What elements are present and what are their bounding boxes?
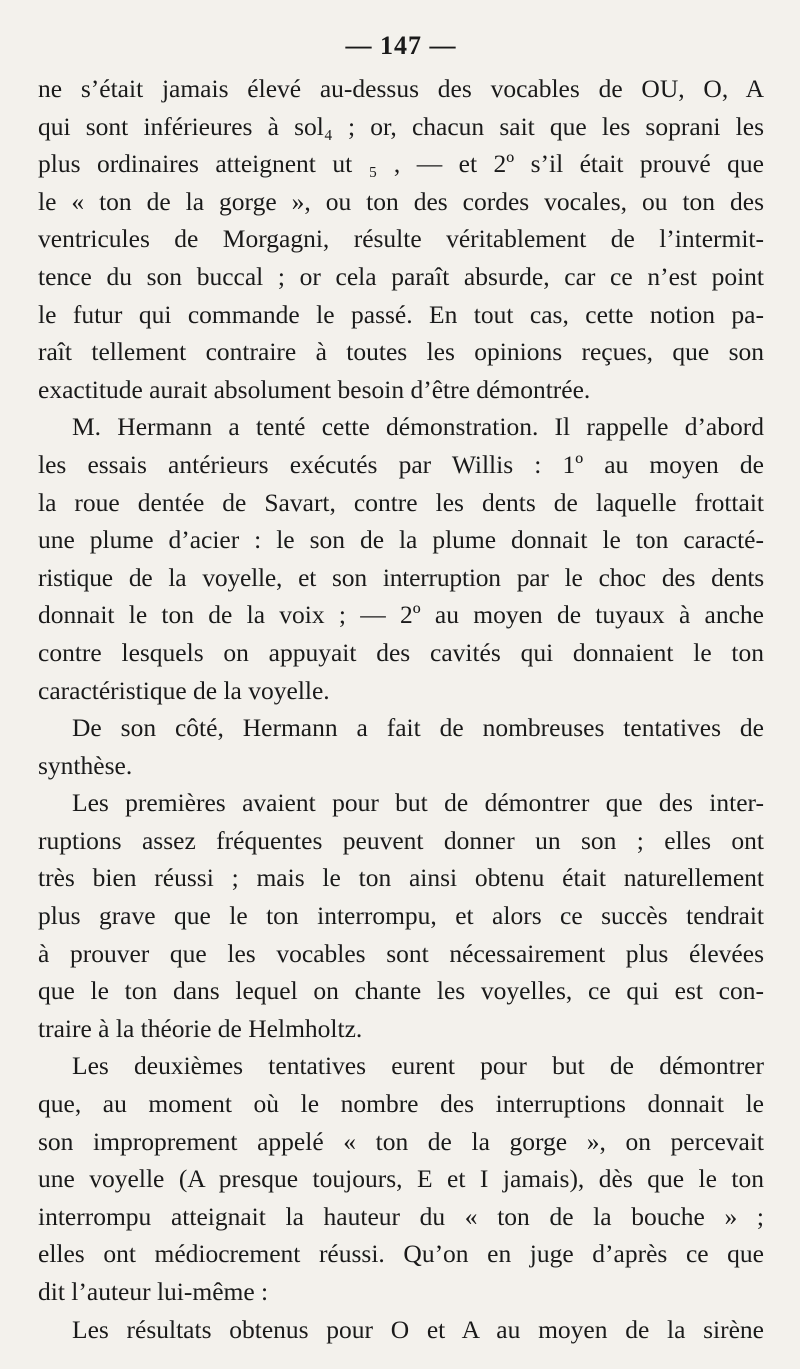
- text-line: que, au moment où le nombre des interruptions donnait le: [38, 1089, 764, 1119]
- text-line: M. Hermann a tenté cette démonstration. Il rappelle d’abord: [72, 412, 764, 442]
- text-line: que le ton dans lequel on chante les voyelles, ce qui est con-: [38, 976, 764, 1006]
- text-line: Les résultats obtenus pour O et A au moyen de la sirène: [72, 1314, 764, 1344]
- text-line: ventricules de Morgagni, résulte véritablement de l’intermit-: [38, 224, 764, 254]
- text-line: le futur qui commande le passé. En tout cas, cette notion pa-: [38, 299, 764, 329]
- text-line: exactitude aurait absolument besoin d’être démontrée.: [38, 374, 591, 404]
- text-line: caractéristique de la voyelle.: [38, 675, 330, 705]
- text-line: ruptions assez fréquentes peuvent donner un son ; elles ont: [38, 825, 764, 855]
- text-line: donnait le ton de la voix ; — 2º au moyen de tuyaux à anche: [38, 600, 764, 630]
- text-line: raît tellement contraire à toutes les opinions reçues, que son: [38, 337, 764, 367]
- text-line: elles ont médiocrement réussi. Qu’on en juge d’après ce que: [38, 1239, 764, 1269]
- text-line: ne s’était jamais élevé au-dessus des vocables de OU, O, A: [38, 74, 764, 103]
- text-line: à prouver que les vocables sont nécessairement plus élevées: [38, 938, 764, 968]
- text-body: [38, 70, 764, 1348]
- text-line: Les premières avaient pour but de démontrer que des inter-: [72, 788, 764, 818]
- page-number: — 147 —: [345, 31, 457, 60]
- text-line: plus ordinaires atteignent ut ₅ , — et 2º s’il était prouvé que: [38, 149, 764, 179]
- text-line: les essais antérieurs exécutés par Willis : 1º au moyen de: [38, 449, 764, 479]
- book-page: [38, 24, 764, 1348]
- text-line: De son côté, Hermann a fait de nombreuses tentatives de: [72, 713, 764, 743]
- text-line: dit l’auteur lui-même :: [38, 1277, 269, 1306]
- text-line: synthèse.: [38, 750, 133, 780]
- text-line: très bien réussi ; mais le ton ainsi obtenu était naturellement: [38, 863, 764, 893]
- text-line: Les deuxièmes tentatives eurent pour but de démontrer: [72, 1051, 764, 1081]
- text-line: plus grave que le ton interrompu, et alors ce succès tendrait: [38, 901, 764, 931]
- text-line: contre lesquels on appuyait des cavités qui donnaient le ton: [38, 637, 764, 667]
- text-line: une plume d’acier : le son de la plume donnait le ton caracté-: [38, 525, 764, 555]
- text-line: ristique de la voyelle, et son interruption par le choc des dents: [38, 562, 764, 592]
- text-line: tence du son buccal ; or cela paraît absurde, car ce n’est point: [38, 261, 764, 291]
- text-line: qui sont inférieures à sol₄ ; or, chacun sait que les soprani les: [38, 111, 764, 141]
- text-line: son improprement appelé « ton de la gorge », on percevait: [38, 1126, 764, 1156]
- text-line: une voyelle (A presque toujours, E et I jamais), dès que le ton: [38, 1164, 764, 1194]
- text-line: interrompu atteignait la hauteur du « ton de la bouche » ;: [38, 1201, 764, 1231]
- text-line: la roue dentée de Savart, contre les dents de laquelle frottait: [38, 487, 764, 517]
- text-line: le « ton de la gorge », ou ton des cordes vocales, ou ton des: [38, 186, 764, 216]
- text-line: traire à la théorie de Helmholtz.: [38, 1013, 363, 1043]
